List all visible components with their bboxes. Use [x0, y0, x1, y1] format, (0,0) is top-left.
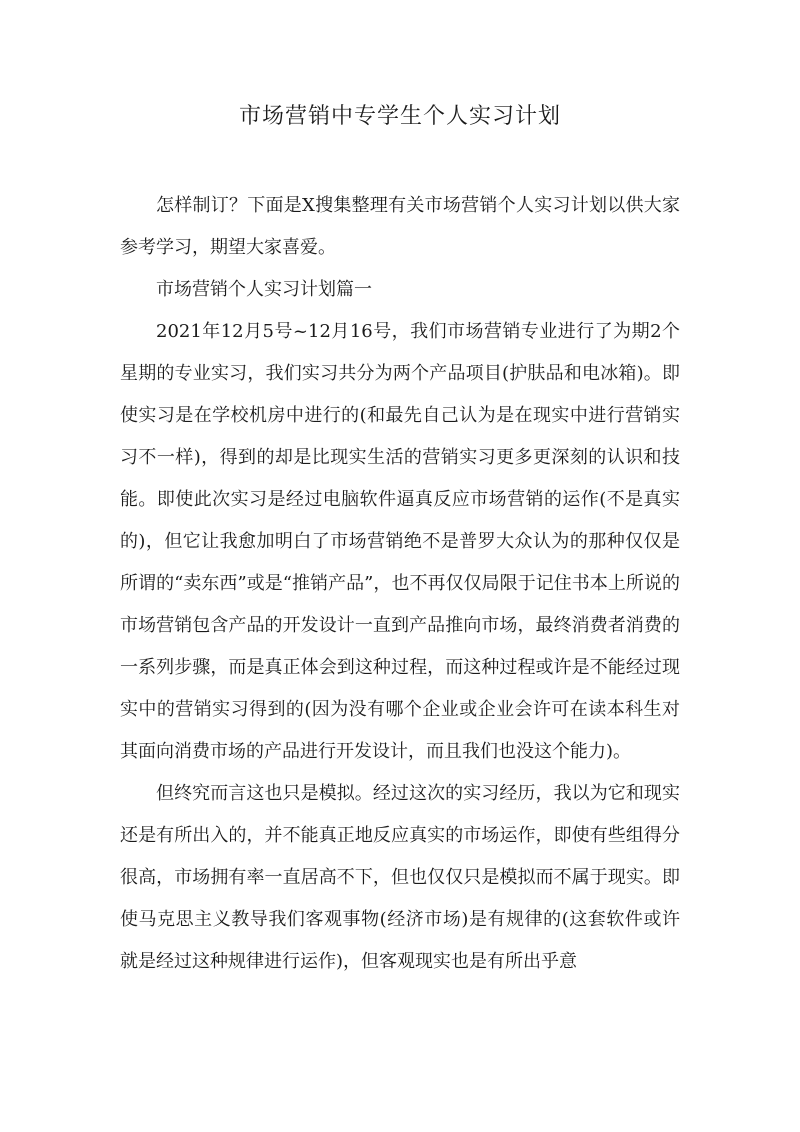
- intro-paragraph: 怎样制订？下面是X搜集整理有关市场营销个人实习计划以供大家参考学习，期望大家喜爱。: [120, 195, 680, 258]
- section-heading: 市场营销个人实习计划篇一: [156, 279, 372, 300]
- document-title: 市场营销中专学生个人实习计划: [238, 104, 561, 129]
- body-paragraph: 但终究而言这也只是模拟。经过这次的实习经历，我以为它和现实还是有所出入的，并不能真正地反应真实的市场运作，即使有些组得分很高，市场拥有率一直居高不下，但也仅仅只是模拟而不属于现实。即使马克思主义教导我们客观事物(经济市场)是有规律的(这套软件或许就是经过这种规律进行运作)，但客观现实也是有所出乎意: [120, 783, 680, 972]
- body-paragraph: 2021年12月5号~12月16号，我们市场营销专业进行了为期2个星期的专业实习，我们实习共分为两个产品项目(护肤品和电冰箱)。即使实习是在学校机房中进行的(和最先自己认为是在现实中进行营销实习不一样)，得到的却是比现实生活的营销实习更多更深刻的认识和技能。即使此次实习是经过电脑软件逼真反应市场营销的运作(不是真实的)，但它让我愈加明白了市场营销绝不是普罗大众认为的那种仅仅是所谓的“卖东西”或是“推销产品”，也不再仅仅局限于记住书本上所说的市场营销包含产品的开发设计一直到产品推向市场，最终消费者消费的一系列步骤，而是真正体会到这种过程，而这种过程或许是不能经过现实中的营销实习得到的(因为没有哪个企业或企业会许可在读本科生对其面向消费市场的产品进行开发设计，而且我们也没这个能力)。: [120, 321, 680, 762]
- document-body: [120, 185, 680, 983]
